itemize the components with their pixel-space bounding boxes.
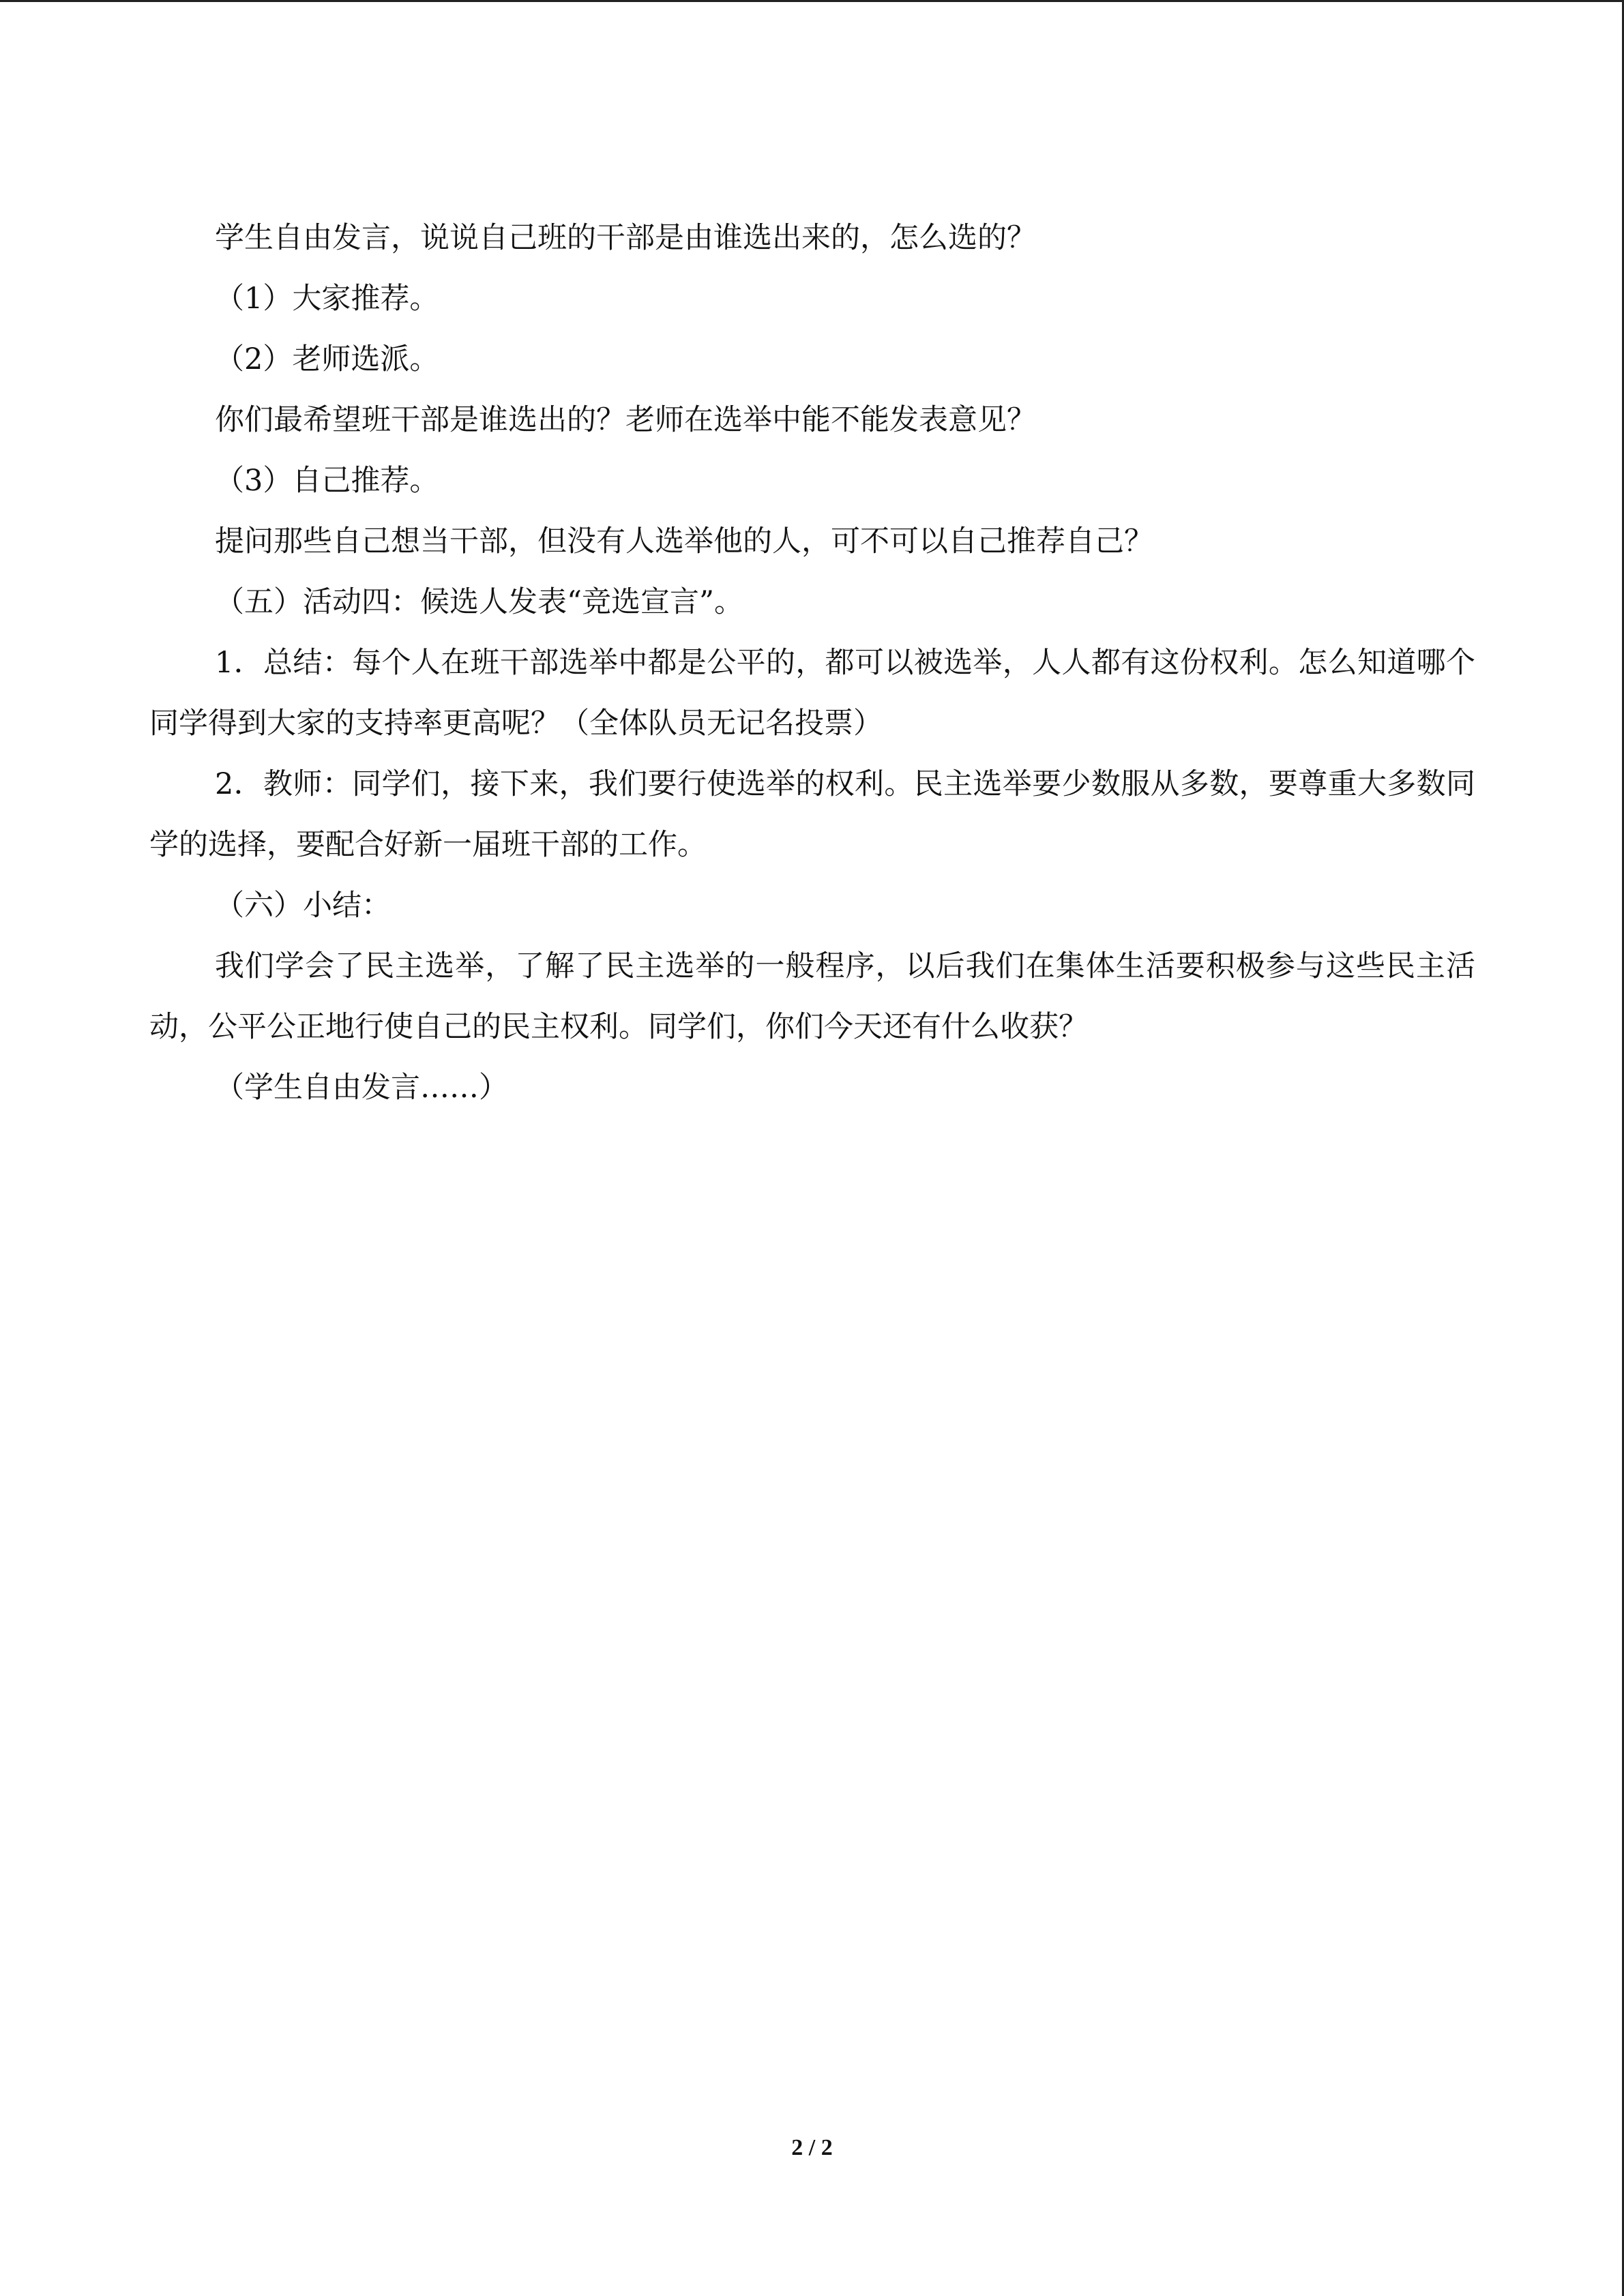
paragraph-teacher-2: 2．教师：同学们，接下来，我们要行使选举的权利。民主选举要少数服从多数，要尊重大多数同学的选择，要配合好新一届班干部的工作。: [149, 767, 1475, 862]
paragraph-free-speech: （学生自由发言……）: [215, 1071, 508, 1105]
list-item-self-recommend: （3）自己推荐。: [215, 464, 439, 498]
document-body: [149, 208, 1475, 1118]
section-heading-summary: （六）小结：: [215, 889, 391, 923]
paragraph-conclusion: 我们学会了民主选举，了解了民主选举的一般程序，以后我们在集体生活要积极参与这些民主活动，公平公正地行使自己的民主权利。同学们，你们今天还有什么收获？: [149, 949, 1475, 1044]
paragraph-summary-1: 1．总结：每个人在班干部选举中都是公平的，都可以被选举，人人都有这份权利。怎么知道哪个同学得到大家的支持率更高呢？（全体队员无记名投票）: [149, 646, 1475, 741]
list-item-teacher-select: （2）老师选派。: [215, 342, 439, 376]
page-number: 2 / 2: [791, 2135, 833, 2160]
list-item-recommend: （1）大家推荐。: [215, 282, 439, 316]
section-heading-activity-four: （五）活动四：候选人发表“竞选宣言”。: [215, 585, 743, 619]
paragraph-ask: 提问那些自己想当干部，但没有人选举他的人，可不可以自己推荐自己？: [215, 524, 1153, 558]
paragraph-question: 你们最希望班干部是谁选出的？老师在选举中能不能发表意见？: [215, 403, 1036, 437]
paragraph-student-speech: 学生自由发言，说说自己班的干部是由谁选出来的，怎么选的？: [215, 221, 1036, 255]
